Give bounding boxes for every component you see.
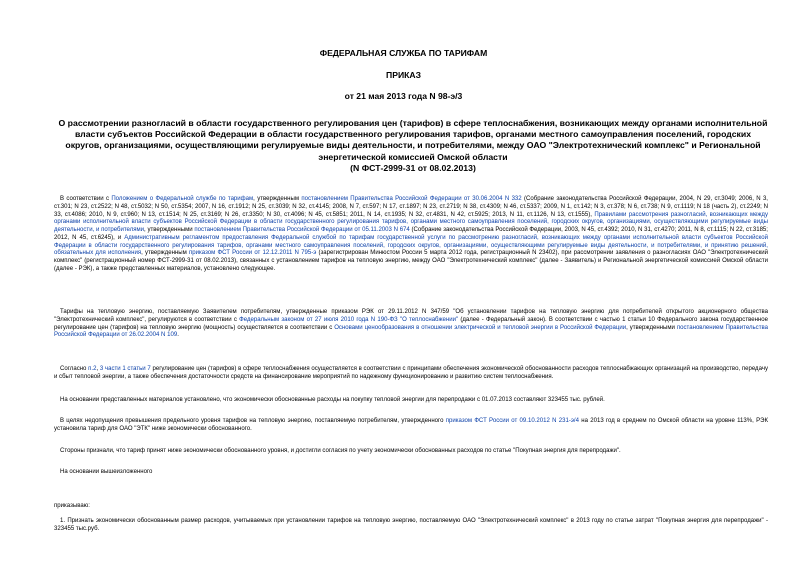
link-fst-regulation[interactable]: Положением о Федеральной службе по тарифам [111, 196, 254, 202]
text: , [96, 366, 100, 372]
agency-heading: ФЕДЕРАЛЬНАЯ СЛУЖБА ПО ТАРИФАМ [319, 48, 488, 58]
text: (далее - Федеральный закон). В соответствии с частью 1 статьи 10 Федерального закона государственное регулирование цен (тарифов) на тепловую энергию (мощность) осуществляется в соответствии с [54, 316, 769, 331]
title-line: О рассмотрении разногласий в области государственного регулирования цен (тарифов) в сфере теплоснабжения, возникающих между органами исполнительной [58, 118, 768, 128]
doc-type-heading: ПРИКАЗ [386, 70, 421, 80]
text: На основании представленных материалов установлено, что экономически обоснованные расходы на покупку тепловой энергии для перепродажи с 01.07.2013 составляют 323455 тыс. рублей. [60, 397, 605, 403]
text: на 2013 год в среднем по Омской области на уровне 113%, РЭК установила тариф для ОАО "ЭТК" ниже экономически обоснованного. [54, 418, 768, 432]
title-line: округов, организациями, осуществляющими регулируемые виды деятельности, и потребителями, между ОАО "Электротехнический комплекс" и Региональной [65, 140, 761, 151]
paragraph-basis-final [54, 469, 768, 477]
text: , утвержденными [626, 324, 677, 331]
paragraph-item-1 [54, 518, 768, 534]
text: Согласно [60, 366, 89, 372]
link-order-795[interactable]: приказом ФСТ России от 12.12.2011 N 795-э [189, 250, 317, 257]
text: , утвержденным [141, 250, 189, 257]
link-decree-674[interactable]: постановлением Правительства Российской Федерации от 05.11.2003 N 674 [194, 227, 410, 233]
paragraph-materials [54, 397, 768, 405]
link-pricing-basics[interactable]: Основами ценообразования в отношении электрической и тепловой энергии в Российской Федерации [334, 324, 627, 331]
paragraph-tariffs [54, 309, 768, 340]
text: (Собрание законодательства Российской Федерации, 2004, N 29, ст.3049; 2006, N 3, ст.301; N 23, ст.2522; N 48, ст.5032; N 50, ст.5354; 2007, N 16, ст.1912; N 25, ст.3039; N 32, ст.4145; 2008, N 7, ст.597; N 17, ст.1897; N 23, ст.2719; N 38, ст.4309; N 46, ст.5337; 2009, N 1, ст.142; N 3, ст.378; N 6, ст.738; N 9, ст.1119; N 18 (часть 2), ст.2249; N 33, ст.4086; 2010, N 9, ст.960; N 13, ст.1514; N 25, ст.3169; N 26, ст.3350; N 30, ст.4096; N 45, ст.5851; 2011, N 14, ст.1935; N 32, ст.4831, N 42, ст.5925; 2013, N 11, ст.1126, N 13, ст.1555), [54, 196, 768, 218]
text: На основании вышеизложенного [60, 469, 153, 475]
link-article-7[interactable]: 3 части 1 статьи 7 [99, 366, 151, 372]
text: , утвержденным [253, 196, 302, 202]
link-admin-regulation[interactable]: Административным регламентом предоставления Федеральной службой по тарифам государственной услуги по рассмотрению разногласий, возникающих между органами исполнительной власти субъектов Российской Федерации в области государственного регулирования тарифов, органами местного самоуправления поселений, городских округов, организациями, осуществляющими регулируемые виды деятельности, и потребителями, и принятию решений, обязательных для исполнения [54, 234, 768, 257]
title-line: энергетической комиссией Омской области [318, 151, 508, 162]
text: В целях недопущения превышения предельного уровня тарифов на тепловую энергию, поставляемую потребителям, утвержденного [60, 418, 446, 424]
text: (Собрание законодательства Российской Федерации, 2003, N 45, ст.4392; 2010, N 31, ст.4270; 2011, N 8, ст.1115; N 22, ст.3185; 2012, N 45, ст.6245), и [54, 227, 768, 241]
text: В соответствии с [60, 196, 112, 202]
order-word: приказываю: [54, 503, 90, 509]
paragraph-basis [54, 196, 768, 274]
link-decree-109[interactable]: постановлением Правительства Российской Федерации от 26.02.2004 N 109 [54, 324, 768, 339]
link-item-2[interactable]: п.2 [88, 366, 97, 372]
link-order-231[interactable]: приказом ФСТ России от 09.10.2012 N 231-э/4 [445, 418, 579, 424]
text: Стороны признали, что тариф принят ниже экономически обоснованного уровня, и достигли согласия по учету экономически обоснованных расходов по статье "Покупная энергия для перепродажи". [60, 448, 621, 454]
paragraph-agreement [54, 448, 768, 456]
doc-date-number: от 21 мая 2013 года N 98-э/3 [344, 91, 463, 101]
text: . [177, 332, 179, 339]
title-line: власти субъектов Российской Федерации в области государственного регулирования тарифов, органами местного самоуправления поселений, городских [74, 129, 752, 140]
text: Тарифы на тепловую энергию, поставляемую Заявителем потребителям, утвержденные приказом РЭК от 29.11.2012 N 347/59 "Об установлении тарифов на тепловую энергию для потребителей открытого акционерного общества "Электротехнический комплекс", регулируются в соответствии с [54, 309, 768, 323]
document-title [52, 118, 774, 174]
text: (зарегистрирован Минюстом России 5 марта 2012 года, регистрационный N 23402), при рассмотрении заявления о разногласиях ОАО "Электротехнический комплекс" (регистрационный номер ФСТ-2999-31 от 08.02.2013), связанных с установлением тарифов на тепловую энергию, между ОАО "Электротехнический комплекс" (далее - Заявитель) и Региональной энергетической комиссией Омской области (далее - РЭК), а также представленных материалов, установлено следующее. [54, 250, 769, 272]
paragraph-principles [54, 366, 768, 382]
link-dispute-rules[interactable]: Правилами рассмотрения разногласий, возникающих между органами исполнительной власти субъектов Российской Федерации в области государственного регулирования тарифов, органами местного самоуправления поселений, городских округов, организациями, осуществляющими регулируемые виды деятельности, и потребителями [54, 211, 768, 233]
link-federal-law-190[interactable]: Федеральным законом от 27 июля 2010 года N 190-ФЗ "О теплоснабжении" [239, 316, 459, 323]
text: , утвержденными [144, 227, 195, 233]
link-decree-332[interactable]: постановлением Правительства Российской Федерации от 30.06.2004 N 332 [301, 196, 522, 202]
text: регулирование цен (тарифов) в сфере теплоснабжения осуществляется в соответствии с принципами обеспечения экономической обоснованности расходов теплоснабжающих организаций на производство, передачу и сбыт тепловой энергии, а также обеспечения достаточности средств на финансирование мероприятий по надежному функционированию и развитию систем теплоснабжения. [54, 366, 768, 380]
paragraph-limit [54, 418, 768, 434]
title-line: (N ФСТ-2999-31 от 08.02.2013) [350, 162, 476, 173]
text: 1. Признать экономически обоснованным размер расходов, учитываемых при установлении тарифов на тепловую энергию, поставляемую ОАО "Электротехнический комплекс" в 2013 году по статье затрат "Покупная энергия для перепродажи" - 323455 тыс.руб. [54, 518, 768, 532]
